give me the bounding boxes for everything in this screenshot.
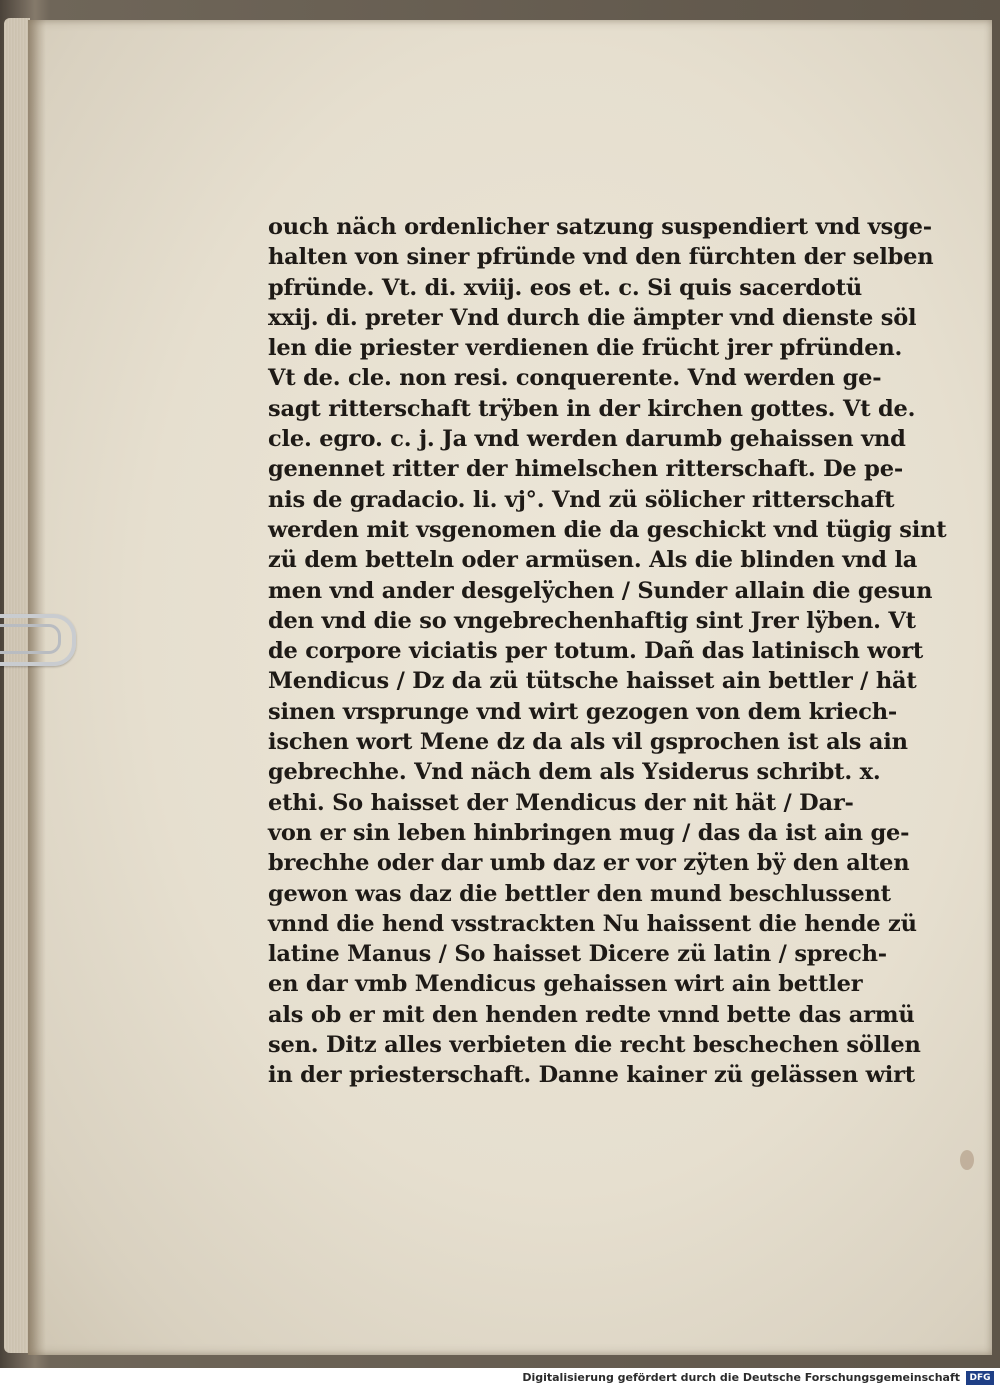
- text-line: len die priester verdienen die frücht jrer pfründen.: [268, 335, 903, 362]
- text-line: werden mit vsgenomen die da geschickt vnd tügig sint: [268, 516, 947, 543]
- text-line: genennet ritter der himelschen ritterschaft. De pe-: [268, 456, 903, 483]
- text-line: ethi. So haisset der Mendicus der nit hät / Dar-: [268, 789, 854, 816]
- text-line: de corpore viciatis per totum. Dañ das latinisch wort: [268, 638, 924, 665]
- text-line: als ob er mit den henden redte vnnd bette das armü: [268, 1001, 915, 1028]
- text-line: cle. egro. c. j. Ja vnd werden darumb gehaissen vnd: [268, 426, 906, 453]
- page-gutter-shadow: [28, 20, 46, 1355]
- page-edges: [4, 18, 30, 1353]
- text-line: in der priesterschaft. Danne kainer zü gelässen wirt: [268, 1062, 915, 1089]
- text-line: vnnd die hend vsstrackten Nu haissent die hende zü: [268, 910, 917, 937]
- paper-clip-inner: [0, 624, 61, 654]
- text-line: en dar vmb Mendicus gehaissen wirt ain bettler: [268, 971, 863, 998]
- text-line: brechhe oder dar umb daz er vor zÿten bÿ den alten: [268, 850, 910, 877]
- dfg-logo[interactable]: DFG: [966, 1371, 994, 1385]
- text-line: von er sin leben hinbringen mug / das da ist ain ge-: [268, 819, 910, 846]
- text-line: zü dem betteln oder armüsen. Als die blinden vnd la: [268, 547, 918, 574]
- text-line: ischen wort Mene dz da als vil gsprochen ist als ain: [268, 729, 908, 756]
- text-line: gebrechhe. Vnd näch dem als Ysiderus schribt. x.: [268, 759, 881, 786]
- text-line: den vnd die so vngebrechenhaftig sint Jrer lÿben. Vt: [268, 607, 916, 634]
- footer-credit: Digitalisierung gefördert durch die Deutsche Forschungsgemeinschaft: [522, 1371, 960, 1384]
- text-line: halten von siner pfründe vnd den fürchten der selben: [268, 244, 934, 271]
- text-line: men vnd ander desgelÿchen / Sunder allain die gesun: [268, 577, 933, 604]
- text-line: sen. Ditz alles verbieten die recht beschechen söllen: [268, 1032, 921, 1059]
- text-line: sagt ritterschaft trÿben in der kirchen gottes. Vt de.: [268, 395, 916, 422]
- text-block: [268, 212, 947, 1091]
- text-line: sinen vrsprunge vnd wirt gezogen von dem kriech-: [268, 698, 897, 725]
- text-line: nis de gradacio. li. vj°. Vnd zü sölicher ritterschaft: [268, 486, 895, 513]
- text-line: pfründe. Vt. di. xviij. eos et. c. Si quis sacerdotü: [268, 274, 863, 301]
- footer-bar: [0, 1368, 1000, 1389]
- text-line: latine Manus / So haisset Dicere zü latin / sprech-: [268, 941, 887, 968]
- text-line: Mendicus / Dz da zü tütsche haisset ain bettler / hät: [268, 668, 917, 695]
- text-line: Vt de. cle. non resi. conquerente. Vnd werden ge-: [268, 365, 882, 392]
- text-line: ouch näch ordenlicher satzung suspendiert vnd vsge-: [268, 214, 932, 240]
- text-line: xxij. di. preter Vnd durch die ämpter vnd dienste söl: [268, 304, 917, 331]
- text-line: gewon was daz die bettler den mund beschlussent: [268, 880, 891, 907]
- paper-stain: [960, 1150, 974, 1170]
